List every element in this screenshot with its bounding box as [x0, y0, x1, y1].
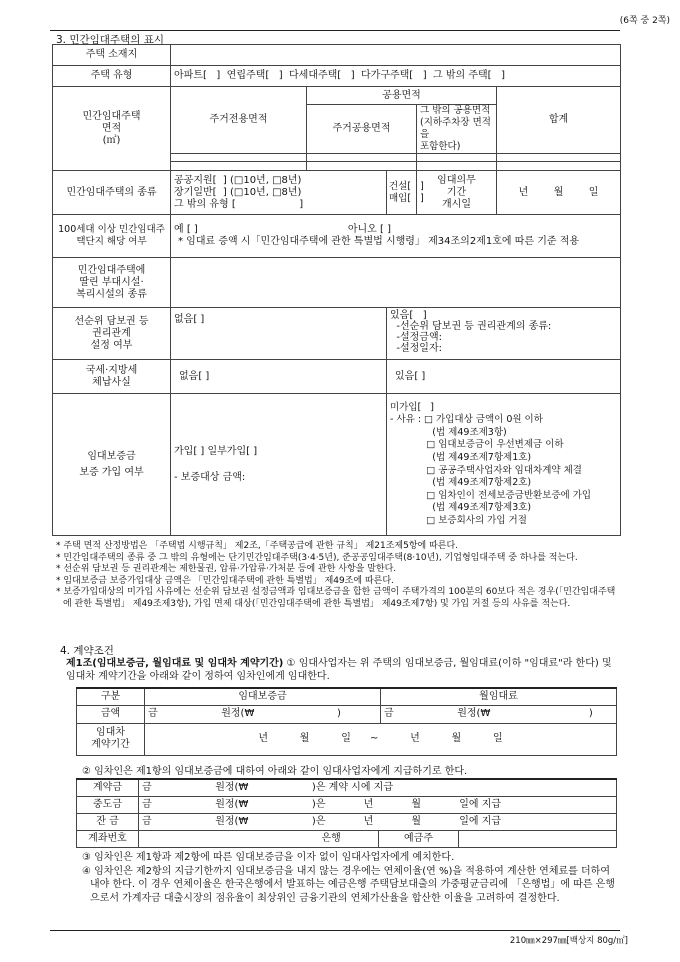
area-total-label: 합계 — [497, 87, 621, 154]
address-field[interactable] — [171, 45, 621, 66]
para2: ② 임차인은 제1항의 임대보증금에 대하여 아래와 같이 임대사업자에게 지급하기로 한다. — [82, 766, 468, 777]
note-item: * 주택 면적 산정방법은 「주택법 시행규칙」 제2조,「주택공급에 관한 규칙」 제21조제5항에 따른다. — [56, 541, 459, 551]
area-common-res-label: 주거공용면적 — [307, 105, 417, 154]
area-common-label: 공용면적 — [307, 87, 497, 105]
kind-build[interactable]: 건설[ ] 매입[ ] — [387, 171, 417, 215]
note-item: * 임대보증금 보증가입대상 금액은 「민간임대주택에 관한 특별법」 제49조에 따른다. — [56, 575, 394, 586]
tax-label: 국세·지방세 체납사실 — [53, 360, 171, 394]
area-private-value[interactable] — [171, 154, 307, 162]
monthly-rent-amount[interactable]: 금 원정(₩ ) — [381, 705, 617, 723]
type-label: 주택 유형 — [53, 66, 171, 87]
insurance-join[interactable]: 가입[ ] 일부가입[ ] — [174, 445, 258, 457]
account-label: 계좌번호 — [77, 830, 139, 847]
kind-options[interactable]: 공공지원[ ] (□10년, □8년) 장기일반[ ] (□10년, □8년) 그 밖의 유형 [ ] — [171, 171, 387, 215]
type-options[interactable]: 아파트[ ] 연립주택[ ] 다세대주택[ ] 다가구주택[ ] 그 밖의 주택[ ] — [171, 66, 621, 87]
notes — [56, 541, 616, 610]
duty-label: 임대의무 기간 개시일 — [417, 171, 497, 215]
account-holder[interactable] — [459, 830, 617, 847]
article1-text: ① 임대사업자는 위 주택의 임대보증금, 월임대료(이하 "임대료"라 한다) 및 임대차 계약기간을 아래와 같이 정하여 임차인에게 임대한다. — [66, 658, 612, 682]
kind-label: 민간임대주택의 종류 — [53, 171, 171, 215]
tax-yes[interactable]: 있음[ ] — [387, 360, 621, 394]
payment-label: 계약금 — [77, 779, 139, 796]
para4: ④ 임차인은 제2항의 지급기한까지 임대보증금을 내지 않는 경우에는 연체이율(연 %)을 적용하여 계산한 연체료를 더하여 내야 한다. 이 경우 연체이율은 한국은행에서 발표하는 예금은행 주택담보대출의 가중평균금리에 「은행법」에 따른 은행으로서 가계자금 대출시장의 점유율이 최상위인 금융기관의 연체가산율을 합산한 이율을 고려하여 결정한다. — [82, 865, 616, 904]
note-item: * 민간임대주택의 종류 중 그 밖의 유형에는 단기민간임대주택(3·4·5년), 준공공임대주택(8·10년), 기업형임대주택 중 하나를 적는다. — [56, 552, 578, 563]
article1-head: 제1조(임대보증금, 월임대료 및 임대차 계약기간) — [66, 658, 284, 669]
area-total-value[interactable] — [497, 154, 621, 162]
over100-cell — [171, 215, 621, 258]
top-rule — [50, 30, 620, 31]
payment-label: 잔 금 — [77, 813, 139, 830]
insurance-no[interactable]: 미가입[ ] - 사유 : □ 가입대상 금액이 0원 이하 (법 제49조제3항) □ 임대보증금이 우선변제금 이하 (법 제49조제7항제1호) □ 공공주택사업자와 임대차계약 체결 (법 제49조제7항제2호) □ 임차인이 전세보증금반환보증에 가입 (법 제49조제7항제3호) □ 보증회사의 가입 거절 — [387, 394, 621, 536]
section4-title: 4. 계약조건 — [60, 645, 114, 657]
deposit-amount[interactable]: 금 원정(₩ ) — [145, 705, 381, 723]
over100-no[interactable]: 아니오 [ ] — [347, 224, 391, 235]
area-common-res-value[interactable] — [307, 154, 417, 162]
bottom-rule — [50, 930, 620, 931]
over100-yes[interactable]: 예 [ ] — [174, 224, 198, 235]
t1-col2: 월임대료 — [381, 688, 617, 705]
priority-none[interactable]: 없음[ ] — [171, 308, 387, 360]
tax-none[interactable]: 없음[ ] — [171, 360, 387, 394]
insurance-amount[interactable]: - 보증대상 금액: — [174, 471, 246, 483]
insurance-label: 임대보증금 보증 가입 여부 — [53, 394, 171, 536]
payment-amount[interactable]: 금 원정(₩ )은 계약 시에 지급 — [139, 779, 617, 796]
area-private-label: 주거전용면적 — [171, 87, 307, 154]
article1 — [66, 657, 616, 683]
bank-label: 은행 — [319, 830, 379, 847]
over100-label: 100세대 이상 민간임대주택단지 해당 여부 — [53, 215, 171, 258]
payment-amount[interactable]: 금 원정(₩ )은 년 월 일에 지급 — [139, 813, 617, 830]
account-number[interactable] — [139, 830, 319, 847]
t1-col1: 임대보증금 — [145, 688, 381, 705]
address-label: 주택 소재지 — [53, 45, 171, 66]
contract-period[interactable]: 년 월 일 ~ 년 월 일 — [145, 723, 617, 755]
facilities-field[interactable] — [171, 258, 621, 308]
area-label: 민간임대주택 면적 (㎡) — [53, 87, 171, 171]
duty-date[interactable]: 년 월 일 — [497, 171, 621, 215]
paras-3-4 — [82, 851, 618, 905]
page-indicator: (6쪽 중 2쪽) — [619, 16, 670, 26]
rent-table — [76, 687, 617, 756]
t1-col0: 구분 — [77, 688, 145, 705]
payment-table — [76, 778, 617, 848]
payment-label: 중도금 — [77, 796, 139, 813]
area-common-other-label: 그 밖의 공용면적 (지하주차장 면적을 포함한다) — [417, 105, 497, 154]
paper-spec: 210㎜×297㎜[백상지 80g/㎡] — [509, 936, 628, 946]
facilities-label: 민간임대주택에 딸린 부대시설· 복리시설의 종류 — [53, 258, 171, 308]
area-common-other-value[interactable] — [417, 154, 497, 162]
priority-yes[interactable]: 있음[ ] -선순위 담보권 등 권리관계의 종류: -설정금액: -설정일자: — [387, 308, 621, 360]
holder-label: 예금주 — [379, 830, 459, 847]
section3-title: 3. 민간임대주택의 표시 — [56, 34, 164, 46]
insurance-join-cell — [171, 394, 387, 536]
para3: ③ 임차인은 제1항과 제2항에 따른 임대보증금을 이자 없이 임대사업자에게 예치한다. — [82, 852, 455, 863]
priority-label: 선순위 담보권 등 권리관계 설정 여부 — [53, 308, 171, 360]
t1-period-label: 임대차 계약기간 — [77, 723, 145, 755]
payment-amount[interactable]: 금 원정(₩ )은 년 월 일에 지급 — [139, 796, 617, 813]
over100-note: * 임대료 증액 시「민간임대주택에 관한 특별법 시행령」 제34조의2제1호에 따른 기준 적용 — [178, 236, 580, 247]
housing-table — [52, 44, 621, 536]
note-item: * 선순위 담보권 등 권리관계는 제한물권, 압류·가압류·가처분 등에 관한 사항을 말한다. — [56, 564, 397, 574]
t1-amount-label: 금액 — [77, 705, 145, 723]
note-item: * 보증가입대상의 미가입 사유에는 선순위 담보권 설정금액과 임대보증금을 합한 금액이 주택가격의 100분의 60보다 적은 경우(「민간임대주택에 관한 특별법」 제49조제3항), 가입 면제 대상(「민간임대주택에 관한 특별법」 제49조제7항) 및 가입 거절 등의 사유를 적는다. — [56, 587, 616, 609]
